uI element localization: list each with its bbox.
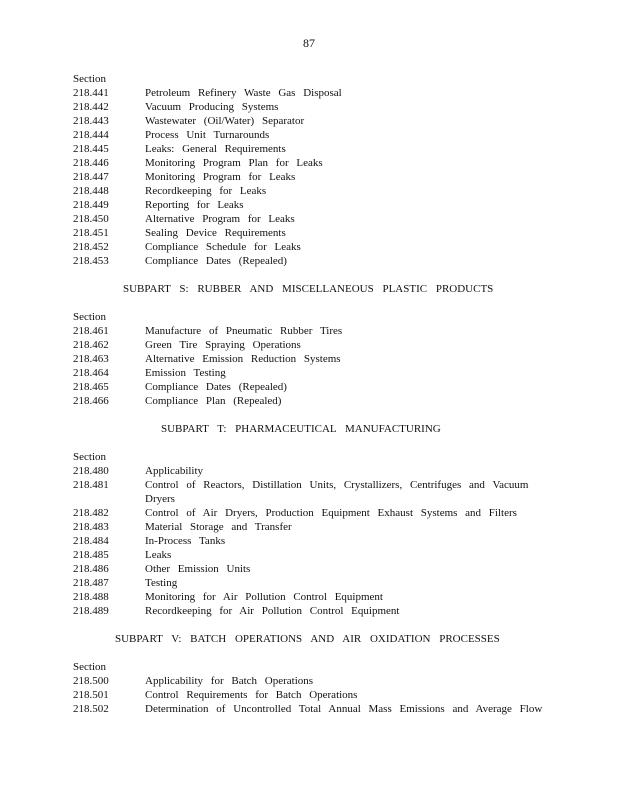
section-entry: [73, 534, 543, 548]
section-entry: [73, 520, 543, 534]
section-number: 218.451: [73, 227, 109, 239]
section-entry: [73, 366, 543, 380]
section-title: Control Requirements for Batch Operations: [145, 689, 358, 701]
subpart-heading: SUBPART S: RUBBER AND MISCELLANEOUS PLASTIC PRODUCTS: [123, 283, 494, 295]
section-title: Leaks: [145, 549, 172, 561]
section-number: 218.443: [73, 115, 109, 127]
section-number: 218.502: [73, 703, 109, 715]
section-block: [73, 660, 543, 716]
section-number: 218.484: [73, 535, 109, 547]
section-number: 218.489: [73, 605, 109, 617]
section-entry: [73, 688, 543, 702]
section-title: Compliance Plan (Repealed): [145, 395, 282, 407]
section-entry: [73, 240, 543, 254]
section-entry: [73, 254, 543, 268]
section-entry: [73, 674, 543, 688]
section-number: 218.485: [73, 549, 109, 561]
section-number: 218.447: [73, 171, 109, 183]
section-number: 218.500: [73, 675, 109, 687]
section-title: Alternative Program for Leaks: [145, 213, 295, 225]
section-number: 218.482: [73, 507, 109, 519]
section-number: 218.441: [73, 87, 109, 99]
section-title: Monitoring for Air Pollution Control Equipment: [145, 591, 383, 603]
section-entry: [73, 170, 543, 184]
section-entry: [73, 184, 543, 198]
section-number: 218.481: [73, 479, 109, 491]
page-number: 87: [303, 36, 315, 50]
section-title: Vacuum Producing Systems: [145, 101, 279, 113]
section-number: 218.466: [73, 395, 109, 407]
section-number: 218.487: [73, 577, 109, 589]
section-title: Control of Air Dryers, Production Equipment Exhaust Systems and Filters: [145, 507, 517, 519]
section-title: Reporting for Leaks: [145, 199, 244, 211]
section-entry: [73, 576, 543, 590]
section-entry: [73, 394, 543, 408]
section-title: Recordkeeping for Air Pollution Control Equipment: [145, 605, 400, 617]
section-number: 218.480: [73, 465, 109, 477]
section-entry: [73, 128, 543, 142]
section-title: Material Storage and Transfer: [145, 521, 292, 533]
section-label: Section: [73, 73, 106, 85]
section-entry: [73, 604, 543, 618]
section-entry: [73, 100, 543, 114]
section-entry: [73, 142, 543, 156]
section-title: Compliance Dates (Repealed): [145, 381, 287, 393]
section-title: Recordkeeping for Leaks: [145, 185, 267, 197]
section-title: Manufacture of Pneumatic Rubber Tires: [145, 325, 343, 337]
section-title: Compliance Schedule for Leaks: [145, 241, 301, 253]
section-title: Determination of Uncontrolled Total Annual Mass Emissions and Average Flow: [145, 703, 543, 715]
section-entry: [73, 156, 543, 170]
section-entry: [73, 506, 543, 520]
section-entry: [73, 562, 543, 576]
section-title: Monitoring Program for Leaks: [145, 171, 296, 183]
section-title: Control of Reactors, Distillation Units, Crystallizers, Centrifuges and Vacuum Dryers: [145, 479, 529, 505]
section-number: 218.448: [73, 185, 109, 197]
subpart-heading: SUBPART V: BATCH OPERATIONS AND AIR OXIDATION PROCESSES: [115, 633, 500, 645]
section-title: Leaks: General Requirements: [145, 143, 286, 155]
section-number: 218.463: [73, 353, 109, 365]
section-entry: [73, 324, 543, 338]
section-title: In-Process Tanks: [145, 535, 226, 547]
section-block: [73, 310, 543, 408]
section-title: Green Tire Spraying Operations: [145, 339, 301, 351]
section-entry: [73, 226, 543, 240]
section-label: Section: [73, 451, 106, 463]
section-number: 218.486: [73, 563, 109, 575]
section-title: Monitoring Program Plan for Leaks: [145, 157, 323, 169]
section-number: 218.446: [73, 157, 109, 169]
section-entry: [73, 478, 543, 506]
section-number: 218.453: [73, 255, 109, 267]
section-number: 218.465: [73, 381, 109, 393]
section-entry: [73, 464, 543, 478]
section-entry: [73, 86, 543, 100]
section-title: Petroleum Refinery Waste Gas Disposal: [145, 87, 342, 99]
section-number: 218.501: [73, 689, 109, 701]
section-title: Sealing Device Requirements: [145, 227, 286, 239]
section-entry: [73, 212, 543, 226]
section-title: Compliance Dates (Repealed): [145, 255, 287, 267]
section-entry: [73, 338, 543, 352]
section-title: Testing: [145, 577, 178, 589]
section-number: 218.462: [73, 339, 109, 351]
section-label: Section: [73, 311, 106, 323]
section-number: 218.449: [73, 199, 109, 211]
section-title: Wastewater (Oil/Water) Separator: [145, 115, 305, 127]
section-title: Process Unit Turnarounds: [145, 129, 270, 141]
section-number: 218.452: [73, 241, 109, 253]
subpart-heading: SUBPART T: PHARMACEUTICAL MANUFACTURING: [161, 423, 441, 435]
section-title: Other Emission Units: [145, 563, 251, 575]
section-entry: [73, 548, 543, 562]
section-entry: [73, 590, 543, 604]
section-title: Applicability for Batch Operations: [145, 675, 314, 687]
section-entry: [73, 114, 543, 128]
section-number: 218.464: [73, 367, 109, 379]
section-number: 218.445: [73, 143, 109, 155]
section-block: [73, 72, 543, 268]
section-listing: [73, 72, 543, 730]
section-number: 218.444: [73, 129, 109, 141]
section-title: Applicability: [145, 465, 204, 477]
section-number: 218.461: [73, 325, 109, 337]
section-number: 218.450: [73, 213, 109, 225]
section-label: Section: [73, 661, 106, 673]
section-number: 218.442: [73, 101, 109, 113]
section-block: [73, 450, 543, 618]
section-number: 218.488: [73, 591, 109, 603]
section-entry: [73, 702, 543, 716]
section-entry: [73, 352, 543, 366]
section-title: Alternative Emission Reduction Systems: [145, 353, 341, 365]
section-title: Emission Testing: [145, 367, 226, 379]
section-entry: [73, 380, 543, 394]
section-number: 218.483: [73, 521, 109, 533]
section-entry: [73, 198, 543, 212]
